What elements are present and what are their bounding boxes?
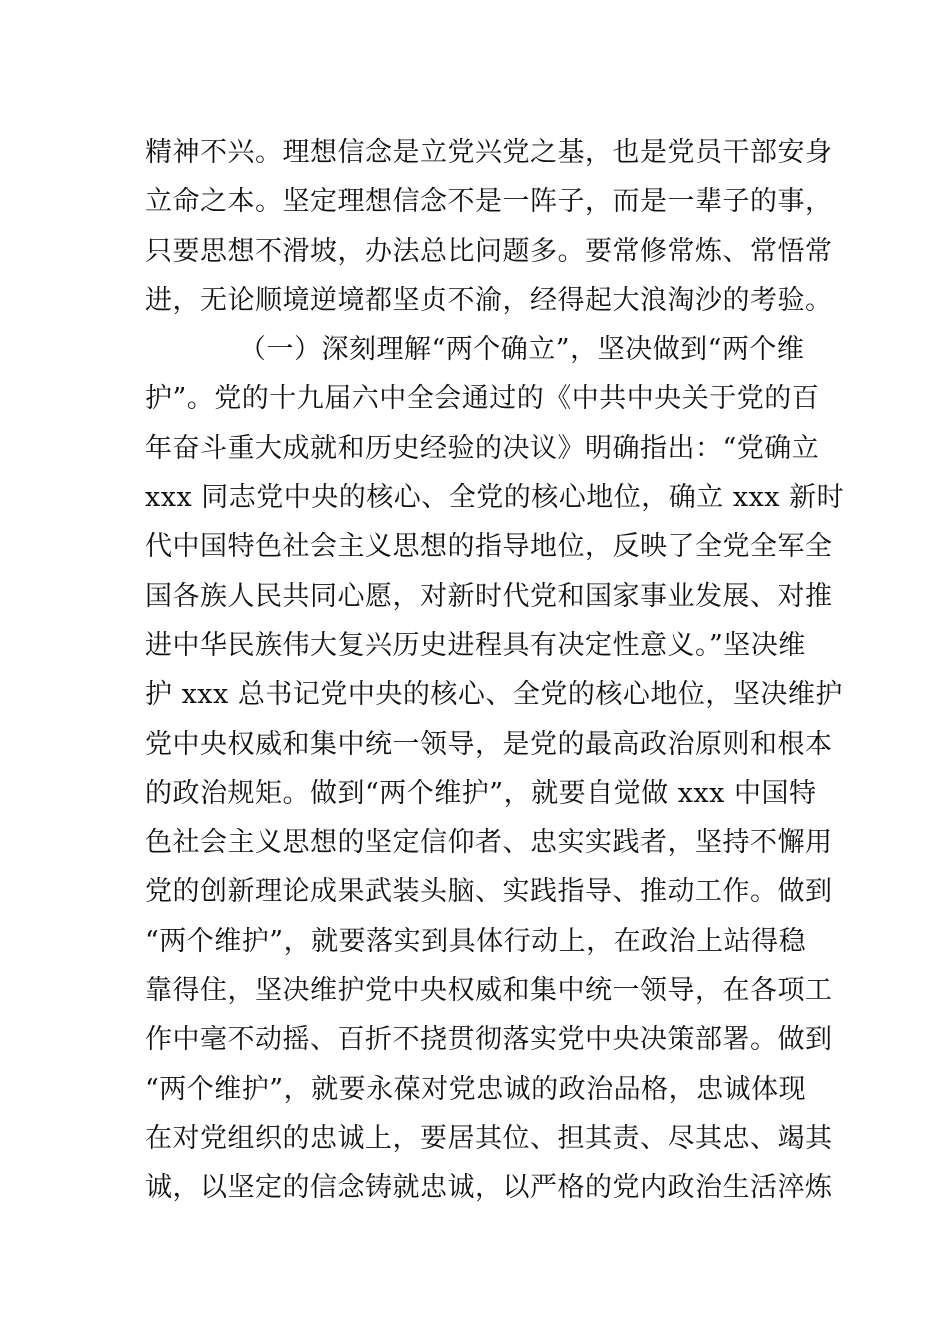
text-line-19: 作中毫不动摇、百折不挠贯彻落实党中央决策部署。做到 <box>145 1024 833 1056</box>
text-line-16: 党的创新理论成果武装头脑、实践指导、推动工作。做到 <box>145 876 833 908</box>
text-line-2: 立命之本。坚定理想信念不是一阵子，而是一辈子的事， <box>145 186 833 218</box>
text-line-9: 代中国特色社会主义思想的指导地位，反映了全党全军全 <box>145 531 833 563</box>
text-line-4: 进，无论顺境逆境都坚贞不渝，经得起大浪淘沙的考验。 <box>145 284 833 316</box>
text-line-1: 精神不兴。理想信念是立党兴党之基，也是党员干部安身 <box>145 137 833 168</box>
body-text <box>145 128 845 1213</box>
text-line-13: 党中央权威和集中统一领导，是党的最高政治原则和根本 <box>145 728 833 760</box>
text-line-11: 进中华民族伟大复兴历史进程具有决定性意义。”坚决维 <box>145 629 806 661</box>
text-line-10: 国各族人民共同心愿，对新时代党和国家事业发展、对推 <box>145 580 833 612</box>
text-line-12: 护 xxx 总书记党中央的核心、全党的核心地位，坚决维护 <box>145 679 843 711</box>
text-line-17: “两个维护”，就要落实到具体行动上，在政治上站得稳 <box>145 925 807 957</box>
text-line-21: 在对党组织的忠诚上，要居其位、担其责、尽其忠、竭其 <box>145 1122 833 1154</box>
text-line-3: 只要思想不滑坡，办法总比问题多。要常修常炼、常悟常 <box>145 235 833 267</box>
text-line-8: xxx 同志党中央的核心、全党的核心地位，确立 xxx 新时 <box>145 482 845 514</box>
text-line-20: “两个维护”，就要永葆对党忠诚的政治品格，忠诚体现 <box>145 1073 807 1105</box>
text-line-6: 护”。党的十九届六中全会通过的《中共中央关于党的百 <box>145 383 820 415</box>
text-line-15: 色社会主义思想的坚定信仰者、忠实实践者，坚持不懈用 <box>145 827 833 859</box>
text-line-7: 年奋斗重大成就和历史经验的决议》明确指出：“党确立 <box>145 432 820 464</box>
text-line-18: 靠得住，坚决维护党中央权威和集中统一领导，在各项工 <box>145 975 833 1007</box>
text-line-14: 的政治规矩。做到“两个维护”，就要自觉做 xxx 中国特 <box>145 777 817 809</box>
text-line-22: 诚，以坚定的信念铸就忠诚，以严格的党内政治生活淬炼 <box>145 1172 833 1204</box>
section-heading-line: （一）深刻理解“两个确立”，坚决做到“两个维 <box>239 334 805 366</box>
